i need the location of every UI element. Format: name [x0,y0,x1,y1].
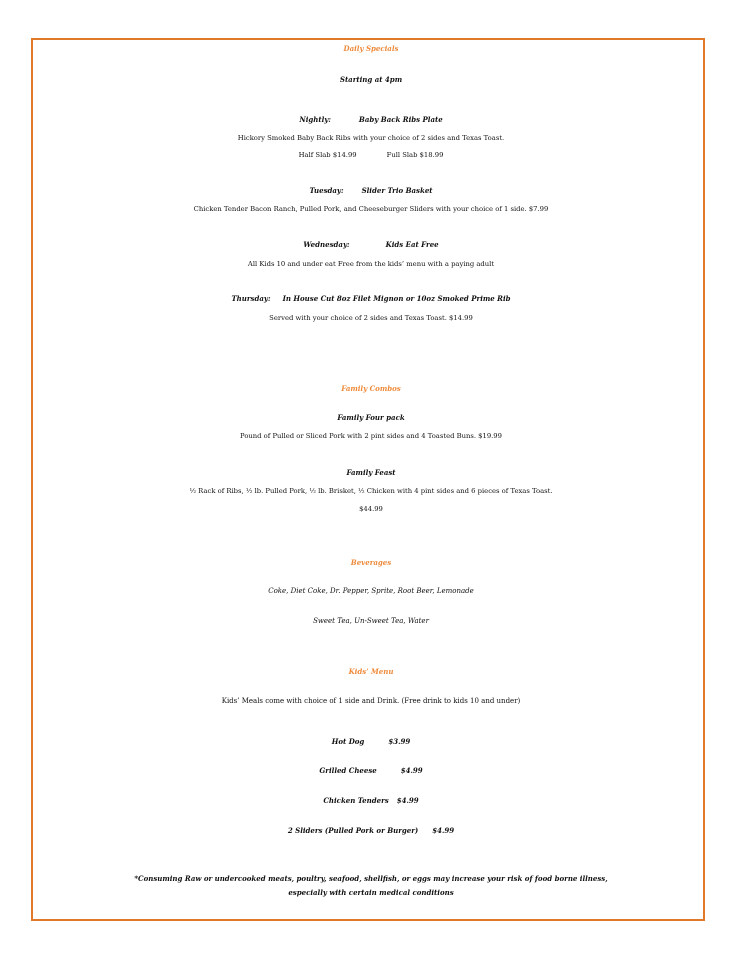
kids-item [0,737,742,746]
kids-item-price: $4.99 [396,796,419,805]
thursday-name: In House Cut 8oz Filet Mignon or 10oz Smoked Prime Rib [282,294,511,303]
beverages-title: Beverages [350,558,392,567]
nightly-name: Baby Back Ribs Plate [358,115,443,124]
kids-item-price: $3.99 [388,737,411,746]
nightly-day: Nightly: [299,115,331,124]
nightly-heading [0,115,742,124]
wednesday-day: Wednesday: [303,240,350,249]
thursday-heading [0,294,742,303]
nightly-half-price: Half Slab $14.99 [298,151,357,159]
family-combos-title: Family Combos [341,384,401,393]
kids-item [0,766,742,775]
kids-item [0,796,742,805]
kids-item-price: $4.99 [400,766,423,775]
kids-item-name: Chicken Tenders [323,796,389,805]
daily-specials-subtitle: Starting at 4pm [339,75,403,84]
wednesday-desc: All Kids 10 and under eat Free from the kids’ menu with a paying adult [247,260,495,268]
kids-item-name: 2 Sliders (Pulled Pork or Burger) [287,826,419,835]
kids-item [0,826,742,835]
family-four-pack-desc: Pound of Pulled or Sliced Pork with 2 pint sides and 4 Toasted Buns. $19.99 [240,432,502,440]
tuesday-desc: Chicken Tender Bacon Ranch, Pulled Pork, and Cheeseburger Sliders with your choice of 1 side. $7.99 [193,205,549,213]
family-feast-desc: ½ Rack of Ribs, ½ lb. Pulled Pork, ½ lb. Brisket, ½ Chicken with 4 pint sides and 6 pieces of Texas Toast. [189,487,553,495]
kids-item-name: Grilled Cheese [319,766,377,775]
family-feast-name: Family Feast [346,468,396,477]
thursday-desc: Served with your choice of 2 sides and Texas Toast. $14.99 [269,314,473,322]
tuesday-heading [0,186,742,195]
nightly-prices [0,151,742,159]
nightly-desc: Hickory Smoked Baby Back Ribs with your choice of 2 sides and Texas Toast. [237,134,505,142]
menu-border [31,38,705,921]
nightly-full-price: Full Slab $18.99 [386,151,444,159]
kids-menu-intro: Kids’ Meals come with choice of 1 side and Drink. (Free drink to kids 10 and under) [221,697,521,705]
tuesday-name: Slider Trio Basket [361,186,433,195]
tuesday-day: Tuesday: [309,186,344,195]
disclaimer-line-2: especially with certain medical conditions [288,888,454,897]
family-four-pack-name: Family Four pack [337,413,405,422]
kids-menu-title: Kids’ Menu [348,667,394,676]
beverages-line-1: Coke, Diet Coke, Dr. Pepper, Sprite, Root Beer, Lemonade [268,587,474,595]
disclaimer-line-1: *Consuming Raw or undercooked meats, poultry, seafood, shellfish, or eggs may increase your risk of food borne illness, [134,874,608,883]
family-feast-price: $44.99 [359,505,383,513]
daily-specials-title: Daily Specials [343,44,399,53]
beverages-line-2: Sweet Tea, Un-Sweet Tea, Water [313,617,429,625]
kids-item-name: Hot Dog [331,737,365,746]
kids-item-price: $4.99 [432,826,455,835]
thursday-day: Thursday: [231,294,271,303]
wednesday-name: Kids Eat Free [385,240,439,249]
wednesday-heading [0,240,742,249]
